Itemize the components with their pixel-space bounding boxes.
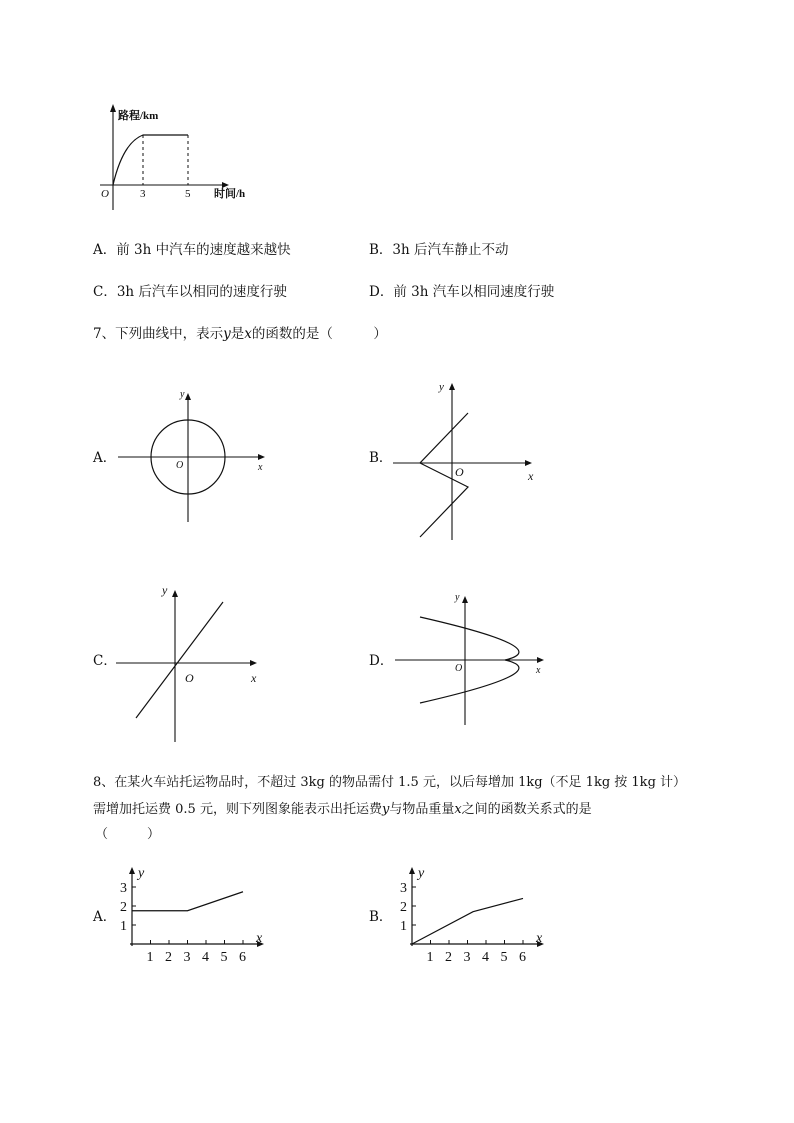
- svg-text:O: O: [455, 465, 464, 479]
- svg-text:x: x: [528, 469, 534, 483]
- q8-stem-line3: （ ）: [95, 827, 161, 842]
- q8-graph-b-x-tick-label: 2: [445, 950, 452, 965]
- q8-graph-a-x-tick-label: 4: [202, 950, 209, 965]
- svg-text:x: x: [536, 665, 541, 676]
- q7-label-d: D．: [369, 653, 394, 669]
- svg-text:O: O: [176, 460, 184, 471]
- q6-option-b: B．3h 后汽车静止不动: [369, 242, 509, 258]
- q6-x-label: 时间/h: [214, 188, 246, 200]
- q8-graph-a-y-tick-label: 1: [120, 919, 127, 934]
- q8-graph-a-x-tick-label: 6: [239, 950, 246, 965]
- q7-label-a: A．: [93, 450, 117, 466]
- q8-graph-b-curve: [412, 898, 523, 944]
- q8-graph-a-y-tick-label: 3: [120, 881, 127, 896]
- q8-graph-a-curve: [132, 892, 243, 911]
- svg-text:O: O: [185, 671, 194, 685]
- q8-graph-b-y-tick-label: 2: [400, 900, 407, 915]
- q8-graph-b-x-tick-label: 1: [426, 950, 434, 965]
- q8-graph-a-x-tick-label: 1: [146, 950, 154, 965]
- q8-graph-a-y-tick-label: 2: [120, 900, 127, 915]
- q8-stem-line1: 8、在某火车站托运物品时，不超过 3kg 的物品需付 1.5 元，以后每增加 1kg（不足 1kg 按 1kg 计）: [93, 775, 687, 790]
- q8-graph-a-x-tick-label: 5: [220, 950, 228, 965]
- q8-graph-b-x-tick-label: 4: [482, 950, 489, 965]
- q8-graph-a-x-tick-label: 2: [165, 950, 172, 965]
- q8-graph-a-x-tick-label: 3: [183, 950, 191, 965]
- svg-text:x: x: [251, 671, 257, 685]
- q8-graph-a-y-label: y: [138, 866, 145, 881]
- svg-text:O: O: [455, 663, 463, 674]
- svg-text:y: y: [455, 592, 460, 603]
- q6-option-a: A．前 3h 中汽车的速度越来越快: [93, 242, 291, 258]
- q8-graph-b-x-label: x: [536, 931, 543, 946]
- svg-text:y: y: [162, 583, 168, 597]
- q7-stem: 7、下列曲线中，表示y是x的函数的是（ ）: [93, 326, 387, 342]
- q8-graph-b-y-arrow: [409, 867, 415, 874]
- svg-text:y: y: [439, 381, 444, 393]
- q8-stem-line2: 需增加托运费 0.5 元，则下列图象能表示出托运费y与物品重量x之间的函数关系式的是: [93, 802, 592, 817]
- q6-option-d: D．前 3h 汽车以相同速度行驶: [369, 284, 555, 300]
- q6-option-c: C．3h 后汽车以相同的速度行驶: [93, 284, 287, 300]
- svg-text:y: y: [180, 389, 185, 400]
- q7-label-c: C．: [93, 653, 117, 669]
- q8-graph-b-x-tick-label: 3: [463, 950, 471, 965]
- q6-tick-3: 3: [140, 188, 146, 200]
- q6-y-label: 路程/km: [118, 110, 159, 122]
- q6-origin: O: [101, 188, 109, 200]
- q8-graph-a-x-label: x: [256, 931, 263, 946]
- q8-label-a: A．: [93, 909, 117, 925]
- svg-text:x: x: [258, 462, 263, 473]
- q8-graph-b-x-tick-label: 5: [500, 950, 508, 965]
- q8-graph-b-y-label: y: [418, 866, 425, 881]
- q7-label-b: B．: [369, 450, 393, 466]
- q6-tick-5: 5: [185, 188, 191, 200]
- q8-label-b: B．: [369, 909, 393, 925]
- q8-graph-b-y-tick-label: 1: [400, 919, 407, 934]
- q8-graph-b-x-tick-label: 6: [519, 950, 526, 965]
- q8-graph-a-y-arrow: [129, 867, 135, 874]
- q8-graph-b-y-tick-label: 3: [400, 881, 407, 896]
